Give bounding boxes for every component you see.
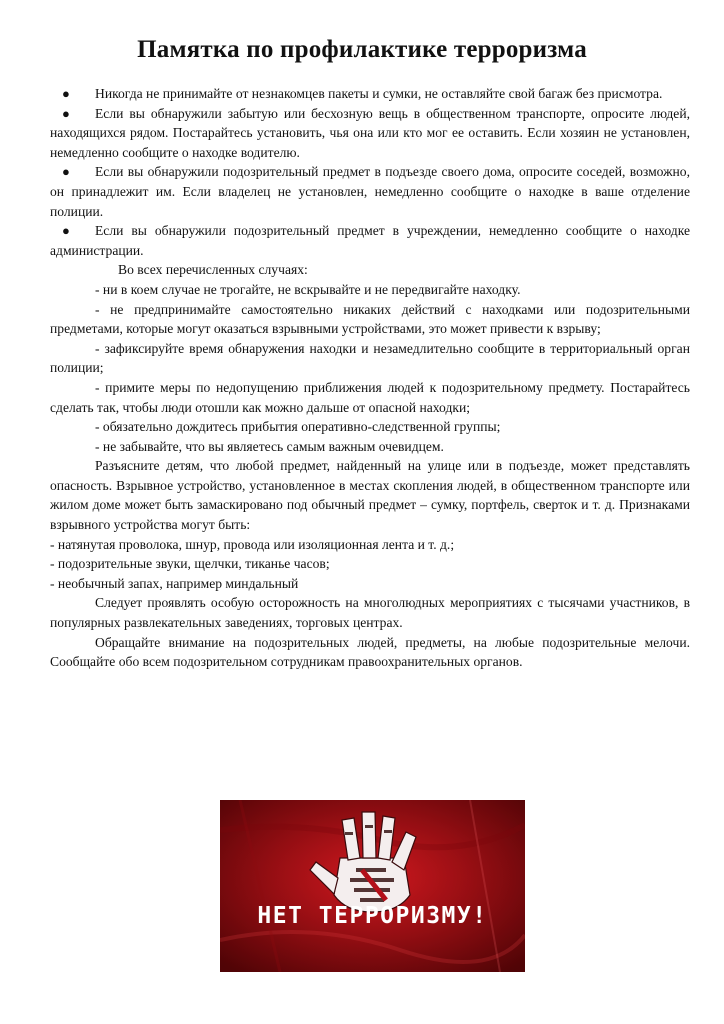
- children-paragraph: Разъясните детям, что любой предмет, найденный на улице или в подъезде, может представлять опасность. Взрывное устройство, установленное в местах скопления людей, в общественном транспорте или жилом доме может быть замаскировано под обычный предмет – сумку, портфель, сверток и т. д. Признаками взрывного устройства могут быть:: [50, 458, 690, 533]
- sign-item: - необычный запах, например миндальный: [50, 575, 299, 591]
- sign-item: - натянутая проволока, шнур, провода или изоляционная лента и т. д.;: [50, 536, 455, 552]
- bullet-item: [50, 84, 690, 104]
- rule-item: - ни в коем случае не трогайте, не вскрывайте и не передвигайте находку.: [95, 281, 521, 297]
- bullet-text: Если вы обнаружили забытую или бесхозную вещь в общественном транспорте, опросите людей, находящихся рядом. Постарайтесь установить, чья она или кто мог ее оставить. Если хозяин не установлен, немедленно сообщите о находке водителю.: [50, 105, 690, 160]
- bullet-dot-icon: ●: [62, 223, 70, 239]
- bullet-item: [50, 162, 690, 221]
- attention-paragraph: Обращайте внимание на подозрительных людей, предметы, на любые подозрительные мелочи. Сообщайте обо всем подозрительном сотрудникам правоохранительных органов.: [50, 634, 690, 670]
- sign-item: - подозрительные звуки, щелчки, тиканье часов;: [50, 556, 330, 572]
- all-cases-intro: Во всех перечисленных случаях:: [118, 262, 308, 278]
- bullet-item: [50, 221, 690, 260]
- banner-slogan: НЕТ ТЕРРОРИЗМУ!: [257, 903, 488, 929]
- memo-body: [50, 84, 690, 672]
- bullet-dot-icon: ●: [62, 105, 70, 121]
- rule-item: - не забывайте, что вы являетесь самым важным очевидцем.: [95, 438, 444, 454]
- bullet-text: Если вы обнаружили подозрительный предмет в подъезде своего дома, опросите соседей, возможно, он принадлежит им. Если владелец не установлен, немедленно сообщите о находке в ваше отделение полиции.: [50, 164, 690, 219]
- bullet-text: Если вы обнаружили подозрительный предмет в учреждении, немедленно сообщите о находке администрации.: [50, 223, 690, 258]
- no-terrorism-banner: [220, 800, 525, 972]
- rule-item: - зафиксируйте время обнаружения находки и незамедлительно сообщите в территориальный орган полиции;: [50, 340, 690, 376]
- bullet-dot-icon: ●: [62, 86, 70, 101]
- bullet-dot-icon: ●: [62, 164, 70, 180]
- rule-item: - не предпринимайте самостоятельно никаких действий с находками или подозрительными предметами, которые могут оказаться взрывными устройствами, это может привести к взрыву;: [50, 301, 690, 337]
- caution-paragraph: Следует проявлять особую осторожность на многолюдных мероприятиях с тысячами участников, в популярных развлекательных заведениях, торговых центрах.: [50, 595, 690, 631]
- rule-item: - обязательно дождитесь прибытия оперативно-следственной группы;: [95, 419, 501, 435]
- bullet-text: Никогда не принимайте от незнакомцев пакеты и сумки, не оставляйте свой багаж без присмотра.: [95, 86, 663, 101]
- bullet-item: [50, 104, 690, 163]
- page-title: Памятка по профилактике терроризма: [137, 36, 587, 63]
- raised-hand-icon: [220, 800, 525, 972]
- rule-item: - примите меры по недопущению приближения людей к подозрительному предмету. Постарайтесь сделать так, чтобы люди отошли как можно дальше от опасной находки;: [50, 379, 690, 415]
